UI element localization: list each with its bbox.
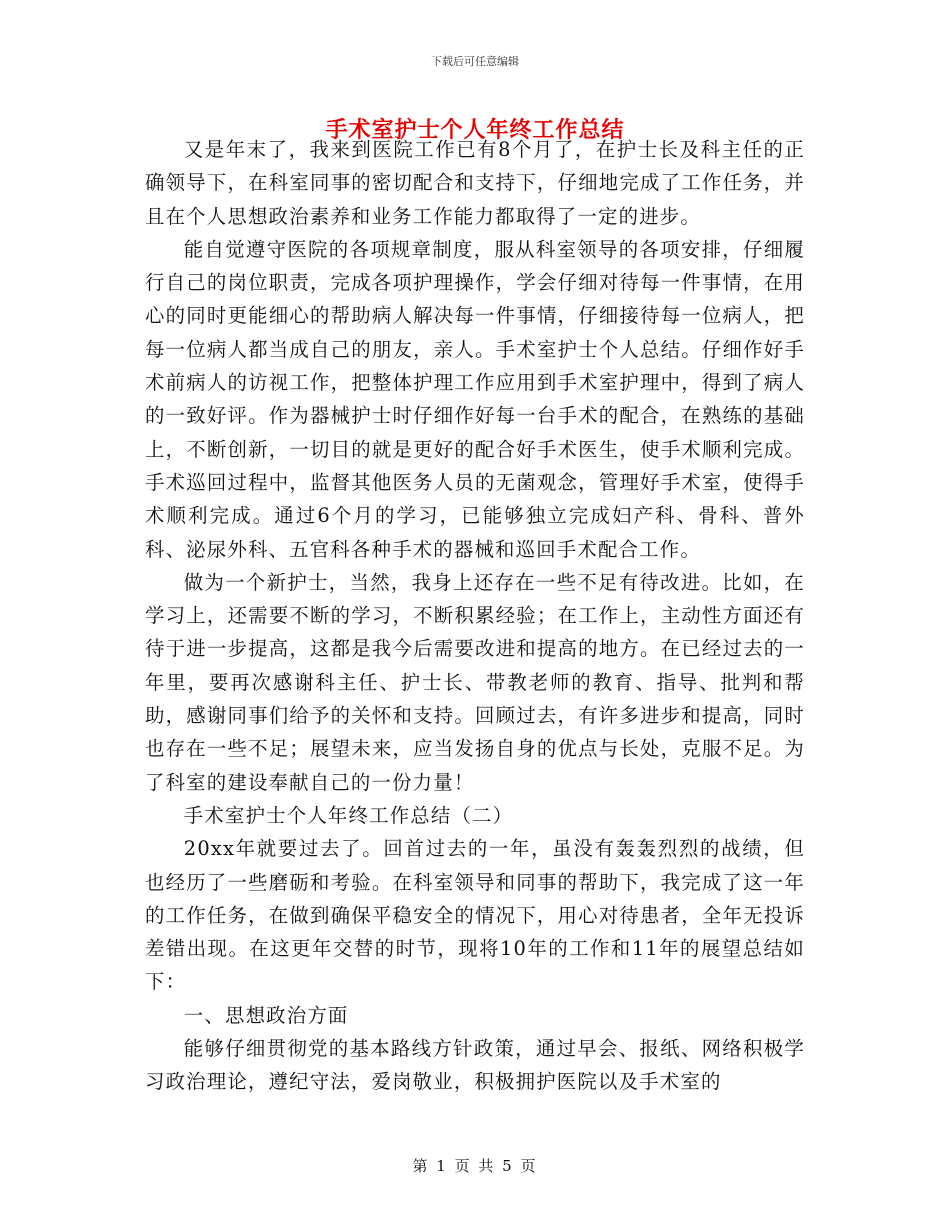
paragraph-shortcomings: 做为一个新护士，当然，我身上还存在一些不足有待改进。比如，在学习上，还需要不断的学习，不断积累经验；在工作上，主动性方面还有待于进一步提高，这都是我今后需要改进和提高的地方。在已经过去的一年里，要再次感谢科主任、护士长、带教老师的教育、指导、批判和帮助，感谢同事们给予的关怀和支持。回顾过去，有许多进步和提高，同时也存在一些不足；展望未来，应当发扬自身的优点与长处，克服不足。为了科室的建设奉献自己的一份力量！ — [145, 570, 805, 794]
paragraph-politics: 能够仔细贯彻党的基本路线方针政策，通过早会、报纸、网络积极学习政治理论，遵纪守法，爱岗敬业，积极拥护医院以及手术室的 — [145, 1037, 805, 1094]
paragraph-year-review: 20xx年就要过去了。回首过去的一年，虽没有轰轰烈烈的战绩，但也经历了一些磨砺和考验。在科室领导和同事的帮助下，我完成了这一年的工作任务，在做到确保平稳安全的情况下，用心对待患者，全年无投诉差错出现。在这更年交替的时节，现将10年的工作和11年的展望总结如下： — [145, 837, 805, 994]
section-heading-part-two: 手术室护士个人年终工作总结（二） — [183, 803, 514, 827]
section-heading-politics: 一、思想政治方面 — [183, 1003, 349, 1027]
document-body — [145, 133, 805, 1099]
paragraph-duties: 能自觉遵守医院的各项规章制度，服从科室领导的各项安排，仔细履行自己的岗位职责，完成各项护理操作，学会仔细对待每一件事情，在用心的同时更能细心的帮助病人解决每一件事情，仔细接待每一位病人，把每一位病人都当成自己的朋友，亲人。手术室护士个人总结。仔细作好手术前病人的访视工作，把整体护理工作应用到手术室护理中，得到了病人的一致好评。作为器械护士时仔细作好每一台手术的配合，在熟练的基础上，不断创新，一切目的就是更好的配合好手术医生，使手术顺利完成。手术巡回过程中，监督其他医务人员的无菌观念，管理好手术室，使得手术顺利完成。通过6个月的学习，已能够独立完成妇产科、骨科、普外科、泌尿外科、五官科各种手术的器械和巡回手术配合工作。 — [145, 237, 805, 561]
document-title: 手术室护士个人年终工作总结 — [325, 117, 625, 143]
paragraph-intro: 又是年末了，我来到医院工作已有8个月了，在护士长及科主任的正确领导下，在科室同事的密切配合和支持下，仔细地完成了工作任务，并且在个人思想政治素养和业务工作能力都取得了一定的进步。 — [145, 138, 805, 228]
page-footer-number: 第 1 页 共 5 页 — [412, 1157, 538, 1175]
page-header-note: 下载后可任意编辑 — [431, 55, 519, 68]
